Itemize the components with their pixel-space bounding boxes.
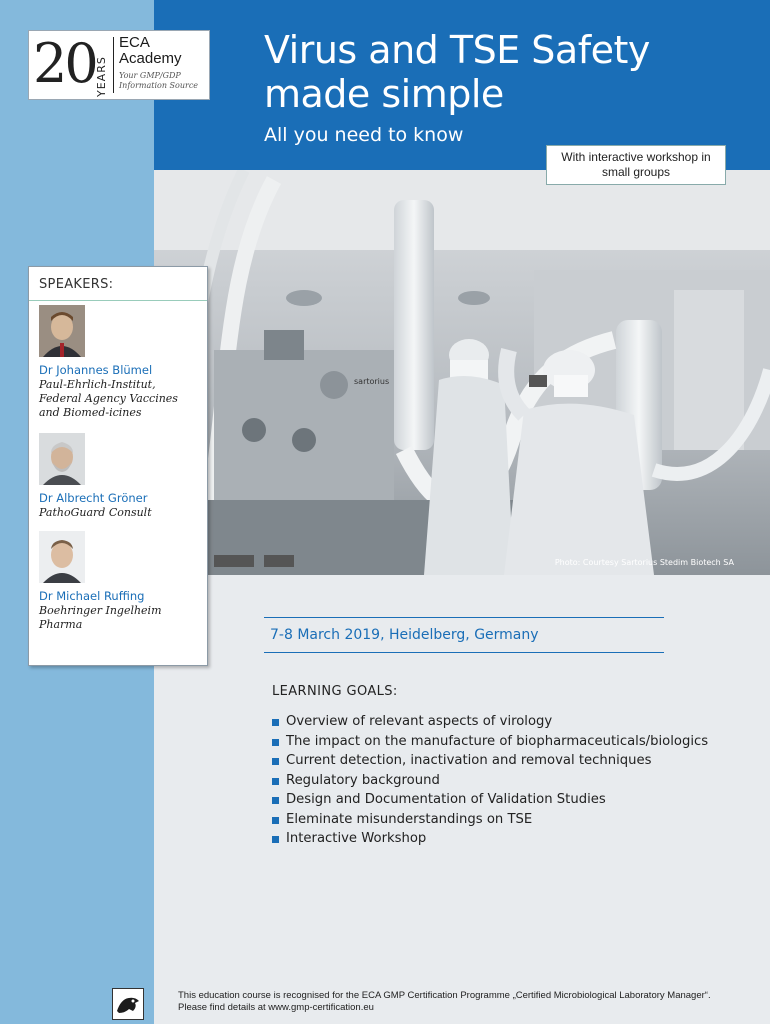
speaker-photo-ruffing xyxy=(39,531,85,583)
certification-badge-icon xyxy=(112,988,144,1020)
square-bullet-icon xyxy=(272,778,279,785)
logo-name: ECA Academy xyxy=(119,34,182,67)
square-bullet-icon xyxy=(272,836,279,843)
footer-line-certification: This education course is recognised for the ECA GMP Certification Programme „Certified Microbiological Laboratory Manager“. xyxy=(178,990,711,1001)
eca-academy-logo xyxy=(28,30,210,100)
footer-line-details: Please find details at www.gmp-certification.eu xyxy=(178,1002,374,1013)
event-date-location: 7-8 March 2019, Heidelberg, Germany xyxy=(270,627,539,643)
square-bullet-icon xyxy=(272,758,279,765)
speaker-name: Dr Michael Ruffing xyxy=(39,589,145,603)
page-subtitle: All you need to know xyxy=(264,124,464,146)
list-item: Regulatory background xyxy=(272,773,708,793)
learning-goals-heading: LEARNING GOALS: xyxy=(272,684,398,699)
page-title: Virus and TSE Safety made simple xyxy=(264,28,650,116)
speaker-name: Dr Albrecht Gröner xyxy=(39,491,148,505)
speaker-photo-groener xyxy=(39,433,85,485)
lab-photo xyxy=(154,170,770,575)
list-item: Eleminate misunderstandings on TSE xyxy=(272,812,708,832)
learning-goals-list xyxy=(272,714,708,851)
photo-credit: Photo: Courtesy Sartorius Stedim Biotech SA xyxy=(554,558,734,567)
speakers-divider xyxy=(29,300,207,301)
speaker-organisation: PathoGuard Consult xyxy=(39,506,152,519)
list-item: Design and Documentation of Validation Studies xyxy=(272,792,708,812)
list-item: Interactive Workshop xyxy=(272,831,708,851)
logo-tagline: Your GMP/GDP Information Source xyxy=(119,71,199,90)
speakers-heading: SPEAKERS: xyxy=(39,277,114,292)
square-bullet-icon xyxy=(272,817,279,824)
workshop-note: With interactive workshop in small groups xyxy=(546,145,726,185)
date-rule-top xyxy=(264,617,664,618)
logo-anniversary-number: 20 xyxy=(33,32,96,95)
list-item: Overview of relevant aspects of virology xyxy=(272,714,708,734)
lab-photo-illustration xyxy=(154,170,770,575)
square-bullet-icon xyxy=(272,719,279,726)
speaker-organisation: Boehringer Ingelheim Pharma xyxy=(39,604,162,631)
speakers-panel xyxy=(28,266,208,666)
logo-divider xyxy=(113,37,114,93)
speaker-name: Dr Johannes Blümel xyxy=(39,363,153,377)
equipment-brand-label: sartorius xyxy=(354,377,390,386)
speaker-photo-bluemel xyxy=(39,305,85,357)
date-rule-bottom xyxy=(264,652,664,653)
logo-years-label: YEARS xyxy=(95,56,108,97)
speaker-organisation: Paul-Ehrlich-Institut, Federal Agency Vaccines and Biomed-icines xyxy=(39,378,178,419)
list-item: The impact on the manufacture of biopharmaceuticals/biologics xyxy=(272,734,708,754)
footer-note xyxy=(178,990,758,1014)
list-item: Current detection, inactivation and removal techniques xyxy=(272,753,708,773)
square-bullet-icon xyxy=(272,739,279,746)
square-bullet-icon xyxy=(272,797,279,804)
